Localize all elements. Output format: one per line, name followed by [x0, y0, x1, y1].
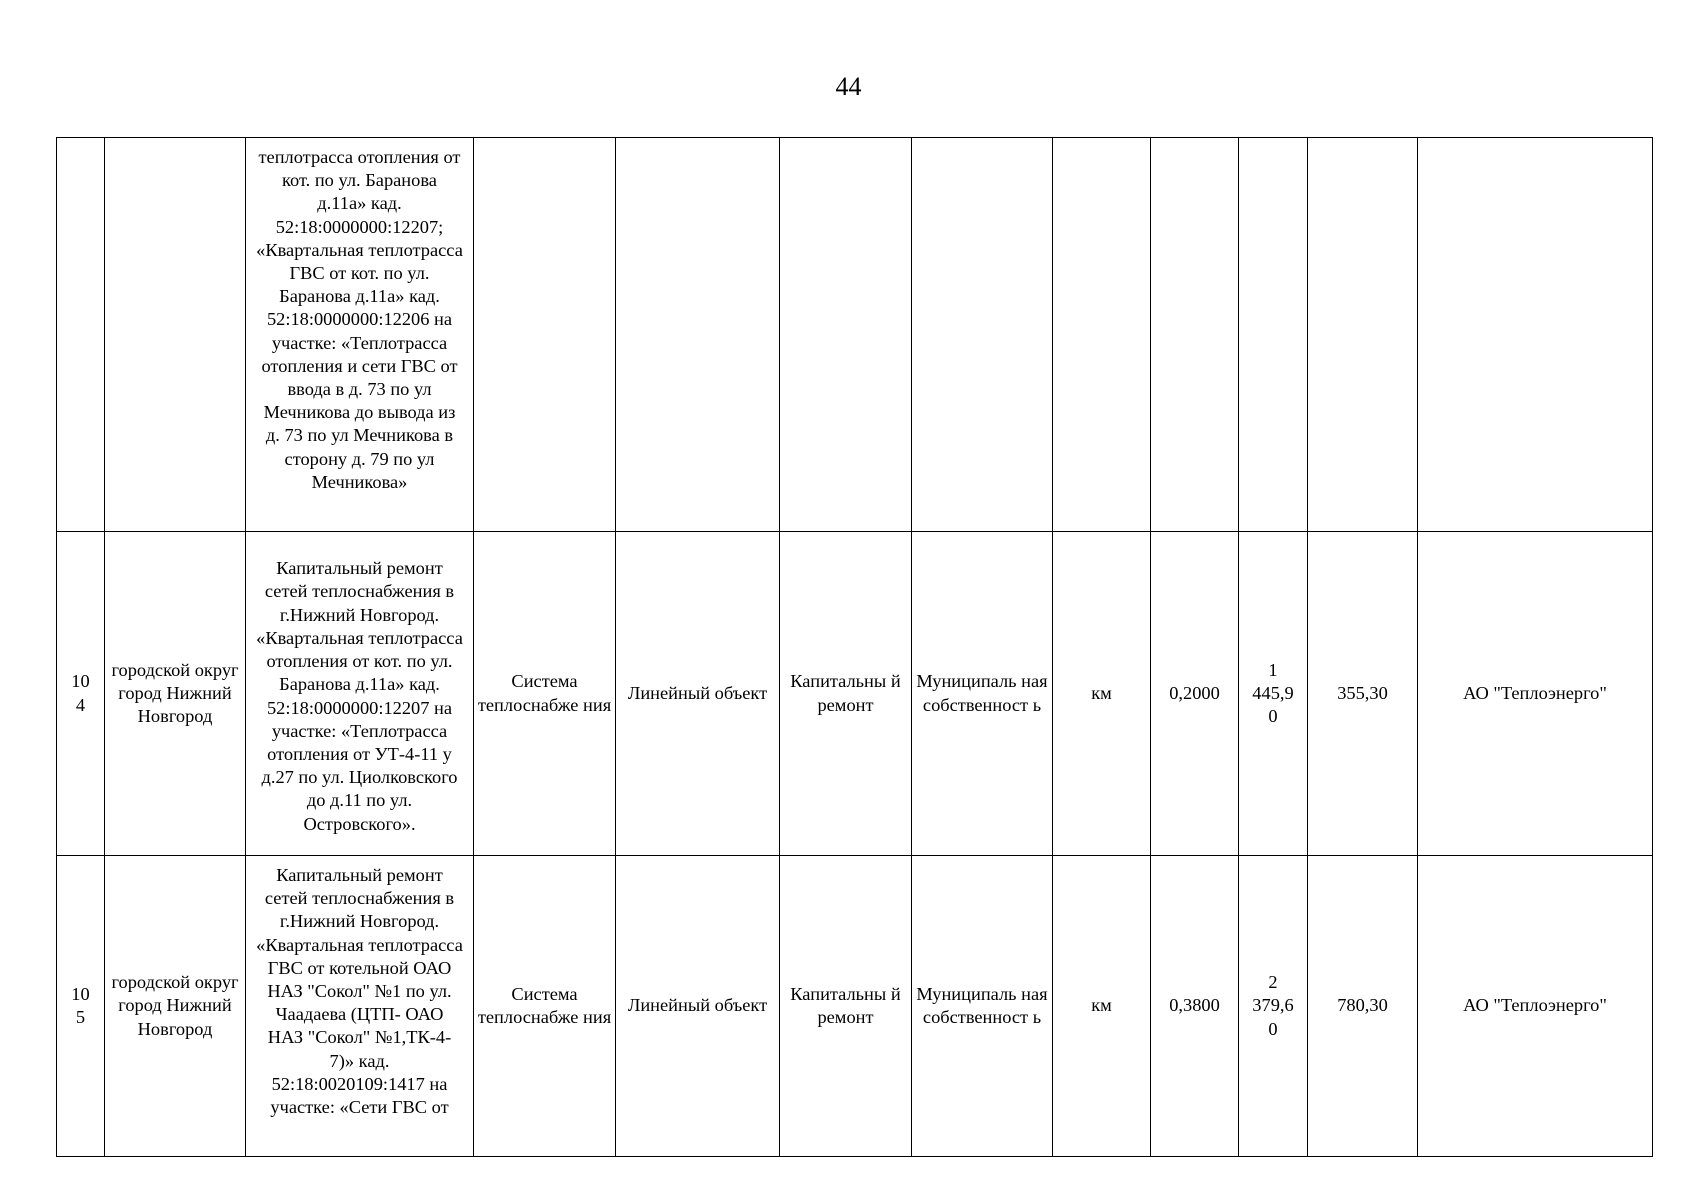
work-type-cell	[780, 138, 912, 532]
municipality-cell: городской округ город Нижний Новгород	[105, 532, 246, 856]
work-type-cell: Капитальны й ремонт	[780, 532, 912, 856]
operator-cell: АО "Теплоэнерго"	[1418, 856, 1653, 1157]
description-cell: Капитальный ремонт сетей теплоснабжения в г.Нижний Новгород. «Квартальная теплотрасса ГВС от котельной ОАО НАЗ "Сокол" №1 по ул. Чаадаева (ЦТП- ОАО НАЗ "Сокол" №1,ТК-4-7)» кад. 52:18:0020109:1417 на участке: «Сети ГВС от	[246, 856, 474, 1157]
ownership-cell	[912, 138, 1053, 532]
table-row	[57, 532, 1653, 856]
operator-cell	[1418, 138, 1653, 532]
ownership-cell: Муниципаль ная собственност ь	[912, 532, 1053, 856]
row-number-cell: 10 5	[57, 856, 105, 1157]
table-row	[57, 138, 1653, 532]
value1-cell	[1239, 138, 1308, 532]
system-cell: Система теплоснабже ния	[474, 532, 616, 856]
length-cell: 0,2000	[1151, 532, 1239, 856]
value1-cell: 2 379,6 0	[1239, 856, 1308, 1157]
row-number-cell: 10 4	[57, 532, 105, 856]
object-type-cell: Линейный объект	[616, 856, 780, 1157]
unit-cell	[1053, 138, 1151, 532]
ownership-cell: Муниципаль ная собственност ь	[912, 856, 1053, 1157]
description-cell: теплотрасса отопления от кот. по ул. Баранова д.11а» кад. 52:18:0000000:12207; «Квартальная теплотрасса ГВС от кот. по ул. Баранова д.11а» кад. 52:18:0000000:12206 на участке: «Теплотрасса отопления и сети ГВС от ввода в д. 73 по ул Мечникова до вывода из д. 73 по ул Мечникова в сторону д. 79 по ул Мечникова»	[246, 138, 474, 532]
municipality-cell	[105, 138, 246, 532]
system-cell	[474, 138, 616, 532]
document-table	[56, 137, 1653, 1157]
unit-cell: км	[1053, 856, 1151, 1157]
description-cell: Капитальный ремонт сетей теплоснабжения в г.Нижний Новгород. «Квартальная теплотрасса отопления от кот. по ул. Баранова д.11а» кад. 52:18:0000000:12207 на участке: «Теплотрасса отопления от УТ-4-11 у д.27 по ул. Циолковского до д.11 по ул. Островского».	[246, 532, 474, 856]
page-number: 44	[835, 72, 862, 101]
value2-cell: 780,30	[1308, 856, 1418, 1157]
object-type-cell: Линейный объект	[616, 532, 780, 856]
value2-cell: 355,30	[1308, 532, 1418, 856]
work-type-cell: Капитальны й ремонт	[780, 856, 912, 1157]
value2-cell	[1308, 138, 1418, 532]
length-cell	[1151, 138, 1239, 532]
system-cell: Система теплоснабже ния	[474, 856, 616, 1157]
row-number-cell	[57, 138, 105, 532]
value1-cell: 1 445,9 0	[1239, 532, 1308, 856]
object-type-cell	[616, 138, 780, 532]
unit-cell: км	[1053, 532, 1151, 856]
operator-cell: АО "Теплоэнерго"	[1418, 532, 1653, 856]
municipality-cell: городской округ город Нижний Новгород	[105, 856, 246, 1157]
table-row	[57, 856, 1653, 1157]
length-cell: 0,3800	[1151, 856, 1239, 1157]
